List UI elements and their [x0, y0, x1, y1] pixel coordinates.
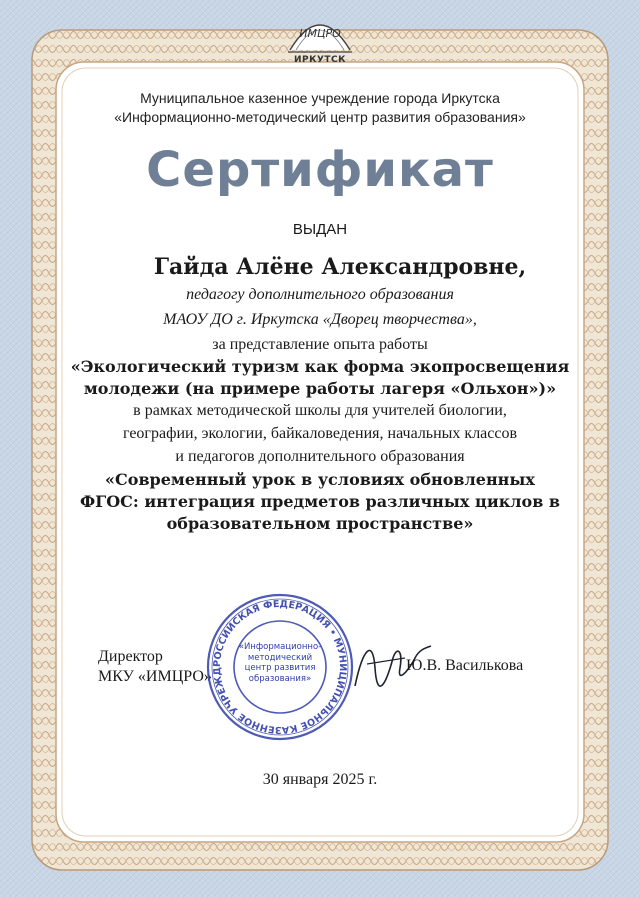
- seal-ring-text: РОССИЙСКАЯ ФЕДЕРАЦИЯ • МУНИЦИПАЛЬНОЕ КАЗЕННОЕ УЧРЕЖД: [211, 598, 349, 736]
- context-line-3: и педагогов дополнительного образования: [175, 448, 465, 465]
- seal-center-line-1: «Информационно-: [238, 642, 322, 652]
- signer-name: Ю.В. Василькова: [406, 657, 524, 674]
- school-title-line-3: образовательном пространстве»: [166, 514, 474, 533]
- signer-role-line-2: МКУ «ИМЦРО»: [98, 668, 212, 685]
- certificate-title: Сертификат: [146, 142, 494, 198]
- seal-center-line-4: образования»: [248, 673, 312, 684]
- reason-text: за представление опыта работы: [212, 336, 428, 353]
- school-title-line-2: ФГОС: интеграция предметов различных циклов в: [79, 492, 561, 511]
- issued-label: ВЫДАН: [292, 221, 348, 238]
- official-seal: [205, 592, 355, 742]
- work-title-line-2: молодежи (на примере работы лагеря «Ольхон»)»: [83, 379, 557, 398]
- imcro-logo: [282, 6, 358, 68]
- school-title-line-1: «Современный урок в условиях обновленных: [105, 470, 535, 489]
- issue-date: 30 января 2025 г.: [262, 771, 378, 788]
- signer-role-line-1: Директор: [98, 648, 163, 665]
- seal-center-line-3: центр развития: [244, 663, 316, 673]
- seal-center-text: [237, 642, 323, 684]
- recipient-name: Гайда Алёне Александровне,: [153, 254, 527, 280]
- work-title-line-1: «Экологический туризм как форма экопросвещения: [70, 357, 570, 376]
- org-line-1: Муниципальное казенное учреждение города Иркутска: [140, 90, 500, 106]
- seal-center-line-2: методический: [247, 652, 313, 663]
- context-line-2: географии, экологии, байкаловедения, начальных классов: [122, 425, 518, 442]
- logo-city: ИРКУТСК: [293, 55, 347, 65]
- recipient-position: педагогу дополнительного образования: [186, 286, 454, 303]
- context-line-1: в рамках методической школы для учителей биологии,: [133, 402, 507, 419]
- org-line-2: «Информационно-методический центр развития образования»: [114, 109, 526, 125]
- logo-title: ИМЦРО: [299, 27, 341, 40]
- recipient-institution: МАОУ ДО г. Иркутска «Дворец творчества»,: [163, 311, 477, 328]
